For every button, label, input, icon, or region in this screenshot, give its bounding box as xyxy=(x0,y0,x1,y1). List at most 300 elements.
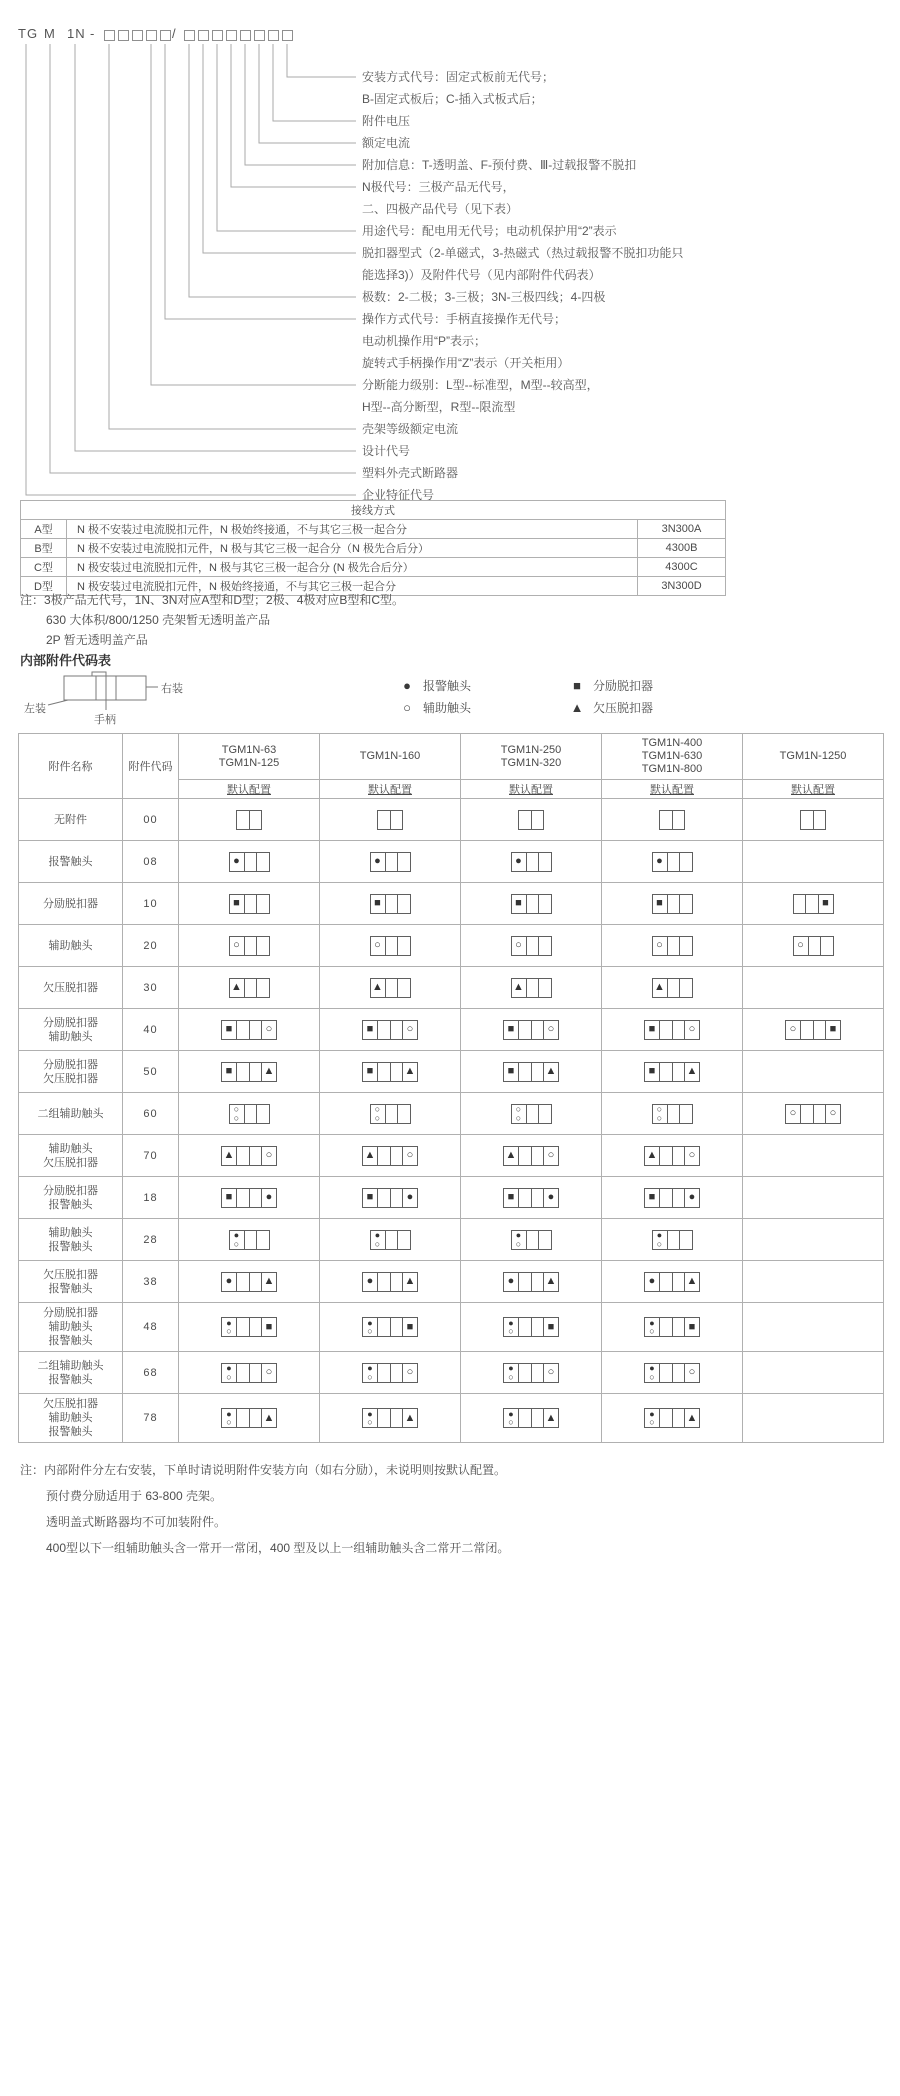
config-cell xyxy=(320,967,461,1009)
config-cell xyxy=(602,1093,743,1135)
auxiliary-contact-symbol: ○ xyxy=(233,1104,240,1114)
default-config-label: 默认配置 xyxy=(227,784,271,796)
auxiliary-contact-symbol: ○ xyxy=(265,1023,273,1035)
accessory-row xyxy=(19,1303,884,1352)
alarm-contact-symbol-slot xyxy=(229,852,245,872)
accessory-config-diagram xyxy=(370,894,411,914)
code-callout-label: 额定电流 xyxy=(362,136,411,150)
auxiliary-contact-symbol: ○ xyxy=(265,1149,273,1161)
config-cell xyxy=(602,1352,743,1394)
config-cell xyxy=(461,841,602,883)
accessory-code-cell: 68 xyxy=(123,1352,179,1394)
accessory-config-diagram xyxy=(785,1104,841,1124)
model-code-part: 1N xyxy=(67,26,86,41)
accessory-name-cell xyxy=(19,1303,123,1352)
config-cell xyxy=(461,799,602,841)
auxiliary-contact-symbol: ○ xyxy=(649,1326,655,1336)
undervoltage-release-symbol: ▲ xyxy=(263,1275,275,1287)
accessory-config-diagram xyxy=(221,1363,277,1383)
shunt-release-symbol-slot xyxy=(362,1062,378,1082)
accessory-name-line: 报警触头 xyxy=(48,1282,93,1295)
code-digit-box xyxy=(184,30,195,41)
handle-slot xyxy=(236,1188,262,1208)
accessory-name-line: 辅助触头 xyxy=(48,939,93,952)
alarm-contact-symbol: ● xyxy=(226,1408,232,1419)
accessory-row xyxy=(19,1352,884,1394)
handle-slot xyxy=(518,1020,544,1040)
auxiliary-contact-symbol: ○ xyxy=(403,699,411,715)
accessory-name-line: 欠压脱扣器 xyxy=(43,1268,98,1281)
handle-slot xyxy=(526,894,552,914)
auxiliary-contact-symbol: ○ xyxy=(406,1149,414,1161)
auxiliary-contact-symbol: ○ xyxy=(656,1238,663,1249)
auxiliary-contact-symbol-slot xyxy=(402,1020,418,1040)
auxiliary-contact-symbol-slot xyxy=(785,1104,801,1124)
auxiliary-contact-symbol-slot xyxy=(261,1020,277,1040)
accessory-name-line: 无附件 xyxy=(54,813,87,826)
accessory-config-diagram xyxy=(644,1020,700,1040)
stacked-contacts-slot xyxy=(644,1408,660,1428)
accessory-name-line: 欠压脱扣器 xyxy=(43,1398,98,1410)
config-cell xyxy=(461,925,602,967)
legend-label: 分励脱扣器 xyxy=(593,678,654,693)
config-cell xyxy=(602,1219,743,1261)
config-cell xyxy=(743,841,884,883)
auxiliary-contact-symbol-slot xyxy=(684,1146,700,1166)
accessory-row xyxy=(19,1051,884,1093)
code-digit-box xyxy=(240,30,251,41)
auxiliary-contact-symbol: ○ xyxy=(547,1149,555,1161)
config-cell xyxy=(179,1261,320,1303)
handle-slot xyxy=(793,894,819,914)
accessory-code-cell: 50 xyxy=(123,1051,179,1093)
alarm-contact-symbol: ● xyxy=(374,855,381,867)
config-cell xyxy=(743,1177,884,1219)
config-cell xyxy=(743,1261,884,1303)
left-mount-label: 左装 xyxy=(24,703,46,715)
auxiliary-contact-symbol: ○ xyxy=(226,1371,232,1382)
config-cell xyxy=(743,883,884,925)
handle-label: 手柄 xyxy=(94,714,116,726)
wiring-code-cell: 3N300D xyxy=(638,577,726,596)
accessory-name-line: 辅助触头 xyxy=(48,1142,93,1155)
config-cell xyxy=(743,799,884,841)
config-cell xyxy=(743,1009,884,1051)
accessory-code-header: 附件代码 xyxy=(123,734,179,799)
auxiliary-contact-symbol-slot xyxy=(825,1104,841,1124)
alarm-contact-symbol: ● xyxy=(233,1230,240,1240)
default-config-header xyxy=(602,780,743,799)
handle-slot xyxy=(385,1104,411,1124)
accessory-row xyxy=(19,1009,884,1051)
stacked-contacts-slot xyxy=(503,1317,519,1337)
undervoltage-release-symbol-slot xyxy=(402,1408,418,1428)
auxiliary-contact-symbol: ○ xyxy=(515,939,522,951)
shunt-release-symbol-slot xyxy=(370,894,386,914)
model-name: TGM1N-160 xyxy=(359,750,421,762)
auxiliary-contact-symbol: ○ xyxy=(226,1417,232,1427)
stacked-contacts-slot xyxy=(362,1317,378,1337)
auxiliary-contact-symbol-slot xyxy=(402,1363,418,1383)
undervoltage-release-symbol-slot xyxy=(684,1272,700,1292)
model-code-slash: / xyxy=(172,26,177,41)
handle-slot xyxy=(377,1062,403,1082)
config-cell xyxy=(461,1135,602,1177)
wiring-type-cell: C型 xyxy=(21,558,67,577)
config-cell xyxy=(602,799,743,841)
config-cell xyxy=(461,1177,602,1219)
accessory-row xyxy=(19,883,884,925)
alarm-contact-symbol: ● xyxy=(265,1191,273,1203)
accessory-config-diagram xyxy=(511,894,552,914)
legend-item xyxy=(400,696,570,718)
code-callout-label: 能选择3)）及附件代号（见内部附件代码表） xyxy=(362,268,601,282)
stacked-contacts-slot xyxy=(370,1230,386,1250)
handle-slot xyxy=(244,1230,270,1250)
accessory-name-header: 附件名称 xyxy=(19,734,123,799)
handle-slot xyxy=(236,1020,262,1040)
shunt-release-symbol-slot xyxy=(229,894,245,914)
accessory-config-diagram xyxy=(221,1020,277,1040)
stacked-contacts-slot xyxy=(221,1363,237,1383)
handle-slot xyxy=(659,1408,685,1428)
accessory-name-cell xyxy=(19,1352,123,1394)
default-config-header xyxy=(743,780,884,799)
model-name: TGM1N-320 xyxy=(500,756,562,769)
accessory-config-diagram xyxy=(644,1317,700,1337)
config-cell xyxy=(461,883,602,925)
accessory-config-diagram xyxy=(652,936,693,956)
stacked-contacts-slot xyxy=(229,1230,245,1250)
config-cell xyxy=(461,1093,602,1135)
accessory-config-diagram xyxy=(229,852,270,872)
accessory-config-diagram xyxy=(511,936,552,956)
stacked-contacts-slot xyxy=(644,1317,660,1337)
undervoltage-release-symbol: ▲ xyxy=(404,1065,416,1077)
wiring-type-cell: A型 xyxy=(21,520,67,539)
stacked-contacts-slot xyxy=(503,1408,519,1428)
default-config-label: 默认配置 xyxy=(368,784,412,796)
config-cell xyxy=(602,1261,743,1303)
alarm-contact-symbol: ● xyxy=(508,1363,514,1373)
shunt-release-symbol: ■ xyxy=(656,897,663,909)
handle-slot xyxy=(377,1408,403,1428)
handle-slot xyxy=(244,894,270,914)
config-cell xyxy=(461,1352,602,1394)
wiring-table-title: 接线方式 xyxy=(21,501,726,520)
accessory-config-diagram xyxy=(370,978,411,998)
shunt-release-symbol: ■ xyxy=(829,1023,837,1035)
accessory-name-cell xyxy=(19,841,123,883)
accessory-code-cell: 40 xyxy=(123,1009,179,1051)
mount-diagram xyxy=(20,670,220,728)
undervoltage-release-symbol: ▲ xyxy=(364,1149,376,1161)
alarm-contact-symbol-slot xyxy=(644,1272,660,1292)
accessory-config-diagram xyxy=(362,1272,418,1292)
undervoltage-release-symbol: ▲ xyxy=(223,1149,235,1161)
handle-slot xyxy=(244,852,270,872)
undervoltage-release-symbol: ▲ xyxy=(404,1275,416,1287)
config-cell xyxy=(461,1261,602,1303)
config-cell xyxy=(320,841,461,883)
accessory-config-diagram xyxy=(652,852,693,872)
code-callout-label: 操作方式代号：手柄直接操作无代号； xyxy=(362,312,567,326)
wiring-note-line: 注：3极产品无代号，1N、3N对应A型和D型；2极、4极对应B型和C型。 xyxy=(20,593,405,607)
alarm-contact-symbol-slot xyxy=(402,1188,418,1208)
config-cell xyxy=(320,1177,461,1219)
default-config-header xyxy=(320,780,461,799)
handle-slot xyxy=(526,978,552,998)
code-callout-label: N极代号：三极产品无代号， xyxy=(362,180,515,194)
accessory-config-diagram xyxy=(503,1363,559,1383)
auxiliary-contact-symbol: ○ xyxy=(374,1238,381,1249)
handle-slot xyxy=(667,978,693,998)
config-cell xyxy=(602,1051,743,1093)
handle-slot xyxy=(659,1188,685,1208)
accessory-code-cell: 18 xyxy=(123,1177,179,1219)
handle-slot xyxy=(377,1020,403,1040)
handle-slot xyxy=(236,1272,262,1292)
alarm-contact-symbol: ● xyxy=(225,1275,233,1287)
accessory-row xyxy=(19,1177,884,1219)
config-cell xyxy=(461,1219,602,1261)
auxiliary-contact-symbol-slot xyxy=(652,936,668,956)
alarm-contact-symbol-slot xyxy=(261,1188,277,1208)
handle-slot xyxy=(526,1230,552,1250)
alarm-contact-symbol-slot xyxy=(221,1272,237,1292)
shunt-release-symbol: ■ xyxy=(225,1191,233,1203)
wiring-row xyxy=(21,539,726,558)
handle-slot xyxy=(518,1146,544,1166)
alarm-contact-symbol-slot xyxy=(370,852,386,872)
code-callout-label: 附加信息：T-透明盖、F-预付费、Ⅲ-过载报警不脱扣 xyxy=(362,158,637,172)
accessory-config-diagram xyxy=(229,1104,270,1124)
wiring-desc-cell: N 极不安装过电流脱扣元件，N 极始终接通，不与其它三极一起合分 xyxy=(67,520,638,539)
shunt-release-symbol-slot xyxy=(402,1317,418,1337)
undervoltage-release-symbol-slot xyxy=(684,1062,700,1082)
stacked-contacts-slot xyxy=(511,1104,527,1124)
handle-slot xyxy=(236,1363,262,1383)
accessory-name-line: 报警触头 xyxy=(48,1373,93,1386)
accessory-name-line: 分励脱扣器 xyxy=(43,1016,98,1029)
auxiliary-contact-symbol: ○ xyxy=(508,1371,514,1382)
config-cell xyxy=(461,967,602,1009)
handle-slot xyxy=(385,936,411,956)
accessory-config-diagram xyxy=(370,1230,411,1250)
config-cell xyxy=(602,1135,743,1177)
auxiliary-contact-symbol: ○ xyxy=(688,1366,696,1378)
accessory-code-cell: 20 xyxy=(123,925,179,967)
undervoltage-release-symbol-slot xyxy=(543,1408,559,1428)
auxiliary-contact-symbol: ○ xyxy=(515,1238,522,1249)
undervoltage-release-symbol: ▲ xyxy=(654,981,665,993)
accessory-table-title: 内部附件代码表 xyxy=(20,653,112,668)
code-callout-label: 二、四极产品代号（见下表） xyxy=(362,202,519,216)
wiring-desc-cell: N 极不安装过电流脱扣元件，N 极与其它三极一起合分（N 极先合后分） xyxy=(67,539,638,558)
accessory-name-line: 二组辅助触头 xyxy=(37,1359,104,1372)
accessory-name-line: 分励脱扣器 xyxy=(43,1184,98,1197)
undervoltage-release-symbol-slot xyxy=(362,1146,378,1166)
code-callout-label: 设计代号 xyxy=(362,444,411,458)
handle-slot xyxy=(377,1146,403,1166)
handle-slot xyxy=(385,978,411,998)
undervoltage-release-symbol: ▲ xyxy=(570,699,584,715)
auxiliary-contact-symbol: ○ xyxy=(367,1371,373,1382)
config-cell xyxy=(743,1303,884,1352)
accessory-config-diagram xyxy=(511,1230,552,1250)
model-name: TGM1N-400 xyxy=(641,737,703,749)
handle-slot xyxy=(236,1408,262,1428)
handle-slot xyxy=(659,810,685,830)
default-config-label: 默认配置 xyxy=(509,784,553,796)
config-cell xyxy=(320,883,461,925)
shunt-release-symbol-slot xyxy=(818,894,834,914)
auxiliary-contact-symbol-slot xyxy=(229,936,245,956)
undervoltage-release-symbol-slot xyxy=(261,1062,277,1082)
config-cell xyxy=(179,967,320,1009)
auxiliary-contact-symbol: ○ xyxy=(406,1023,414,1035)
handle-slot xyxy=(800,810,826,830)
handle-slot xyxy=(236,810,262,830)
handle-slot xyxy=(377,1272,403,1292)
model-column-header xyxy=(602,734,743,780)
shunt-release-symbol-slot xyxy=(362,1188,378,1208)
accessory-config-diagram xyxy=(793,894,834,914)
accessory-row xyxy=(19,925,884,967)
stacked-contacts-slot xyxy=(229,1104,245,1124)
alarm-contact-symbol: ● xyxy=(233,855,240,867)
accessory-config-diagram xyxy=(511,978,552,998)
alarm-contact-symbol-slot xyxy=(362,1272,378,1292)
accessory-config-diagram xyxy=(644,1408,700,1428)
wiring-note-line: 630 大体积/800/1250 壳架暂无透明盖产品 xyxy=(46,613,271,627)
undervoltage-release-symbol: ▲ xyxy=(513,981,524,993)
accessory-code-cell: 00 xyxy=(123,799,179,841)
config-cell xyxy=(743,925,884,967)
accessory-name-cell xyxy=(19,925,123,967)
footer-note-line: 预付费分励适用于 63-800 壳架。 xyxy=(46,1489,223,1503)
model-code-part: M xyxy=(44,26,56,41)
shunt-release-symbol: ■ xyxy=(648,1023,656,1035)
accessory-name-cell xyxy=(19,883,123,925)
code-callout-label: 用途代号：配电用无代号；电动机保护用“2”表示 xyxy=(362,224,617,238)
config-cell xyxy=(461,1303,602,1352)
alarm-contact-symbol-slot xyxy=(543,1188,559,1208)
auxiliary-contact-symbol: ○ xyxy=(829,1107,837,1119)
auxiliary-contact-symbol: ○ xyxy=(656,1112,663,1123)
handle-slot xyxy=(377,1317,403,1337)
handle-slot xyxy=(518,1408,544,1428)
auxiliary-contact-symbol: ○ xyxy=(508,1417,514,1427)
config-cell xyxy=(179,925,320,967)
default-config-label: 默认配置 xyxy=(650,784,694,796)
config-cell xyxy=(320,1051,461,1093)
shunt-release-symbol: ■ xyxy=(406,1320,414,1333)
accessory-row xyxy=(19,841,884,883)
undervoltage-release-symbol-slot xyxy=(370,978,386,998)
auxiliary-contact-symbol: ○ xyxy=(374,1112,381,1123)
config-cell xyxy=(461,1051,602,1093)
stacked-contacts-slot xyxy=(652,1230,668,1250)
handle-slot xyxy=(659,1020,685,1040)
model-name: TGM1N-63 xyxy=(221,743,277,756)
handle-slot xyxy=(659,1146,685,1166)
alarm-contact-symbol-slot xyxy=(652,852,668,872)
shunt-release-symbol: ■ xyxy=(547,1320,555,1333)
model-column-header xyxy=(179,734,320,780)
accessory-config-diagram xyxy=(511,1104,552,1124)
accessory-code-cell: 78 xyxy=(123,1394,179,1443)
code-digit-box xyxy=(212,30,223,41)
code-callout-label: 电动机操作用“P”表示； xyxy=(362,334,486,348)
accessory-config-diagram xyxy=(229,936,270,956)
accessory-row xyxy=(19,1219,884,1261)
handle-slot xyxy=(526,852,552,872)
config-cell xyxy=(320,1261,461,1303)
legend-item xyxy=(400,674,570,696)
accessory-config-diagram xyxy=(221,1188,277,1208)
breaker-front-sketch xyxy=(20,670,220,728)
alarm-contact-symbol: ● xyxy=(374,1230,381,1240)
auxiliary-contact-symbol-slot xyxy=(402,1146,418,1166)
stacked-contacts-slot xyxy=(221,1408,237,1428)
code-callout-label: H型--高分断型，R型--限流型 xyxy=(362,400,516,414)
config-cell xyxy=(320,1009,461,1051)
accessory-name-line: 辅助触头 xyxy=(48,1226,93,1239)
accessory-config-diagram xyxy=(229,1230,270,1250)
accessory-name-line: 辅助触头 xyxy=(48,1321,93,1333)
default-config-header xyxy=(461,780,602,799)
shunt-release-symbol-slot xyxy=(543,1317,559,1337)
undervoltage-release-symbol: ▲ xyxy=(686,1065,698,1077)
auxiliary-contact-symbol-slot xyxy=(543,1020,559,1040)
mount-diagram-row xyxy=(20,670,880,728)
handle-slot xyxy=(667,852,693,872)
code-digit-box xyxy=(118,30,129,41)
accessory-row xyxy=(19,1093,884,1135)
accessory-name-line: 二组辅助触头 xyxy=(37,1107,104,1120)
handle-slot xyxy=(244,1104,270,1124)
auxiliary-contact-symbol: ○ xyxy=(547,1023,555,1035)
shunt-release-symbol-slot xyxy=(644,1062,660,1082)
model-name: TGM1N-630 xyxy=(641,750,703,762)
alarm-contact-symbol: ● xyxy=(648,1275,656,1287)
shunt-release-symbol-slot xyxy=(644,1188,660,1208)
config-cell xyxy=(179,1394,320,1443)
config-cell xyxy=(320,1219,461,1261)
accessory-config-diagram xyxy=(362,1408,418,1428)
stacked-contacts-slot xyxy=(644,1363,660,1383)
accessory-config-diagram xyxy=(362,1363,418,1383)
shunt-release-symbol: ■ xyxy=(225,1065,233,1077)
config-cell xyxy=(743,1219,884,1261)
code-callout-label: 企业特征代号 xyxy=(362,488,435,502)
alarm-contact-symbol: ● xyxy=(547,1191,555,1203)
accessory-config-diagram xyxy=(503,1272,559,1292)
wiring-code-cell: 4300C xyxy=(638,558,726,577)
model-name: TGM1N-125 xyxy=(218,756,280,769)
shunt-release-symbol-slot xyxy=(221,1020,237,1040)
accessory-name-line: 报警触头 xyxy=(48,855,93,868)
undervoltage-release-symbol-slot xyxy=(644,1146,660,1166)
shunt-release-symbol-slot xyxy=(825,1020,841,1040)
accessory-config-diagram xyxy=(221,1317,277,1337)
auxiliary-contact-symbol: ○ xyxy=(226,1326,232,1336)
accessory-code-cell: 08 xyxy=(123,841,179,883)
undervoltage-release-symbol: ▲ xyxy=(545,1411,557,1424)
accessory-name-line: 欠压脱扣器 xyxy=(43,1156,98,1169)
stacked-contacts-slot xyxy=(221,1317,237,1337)
